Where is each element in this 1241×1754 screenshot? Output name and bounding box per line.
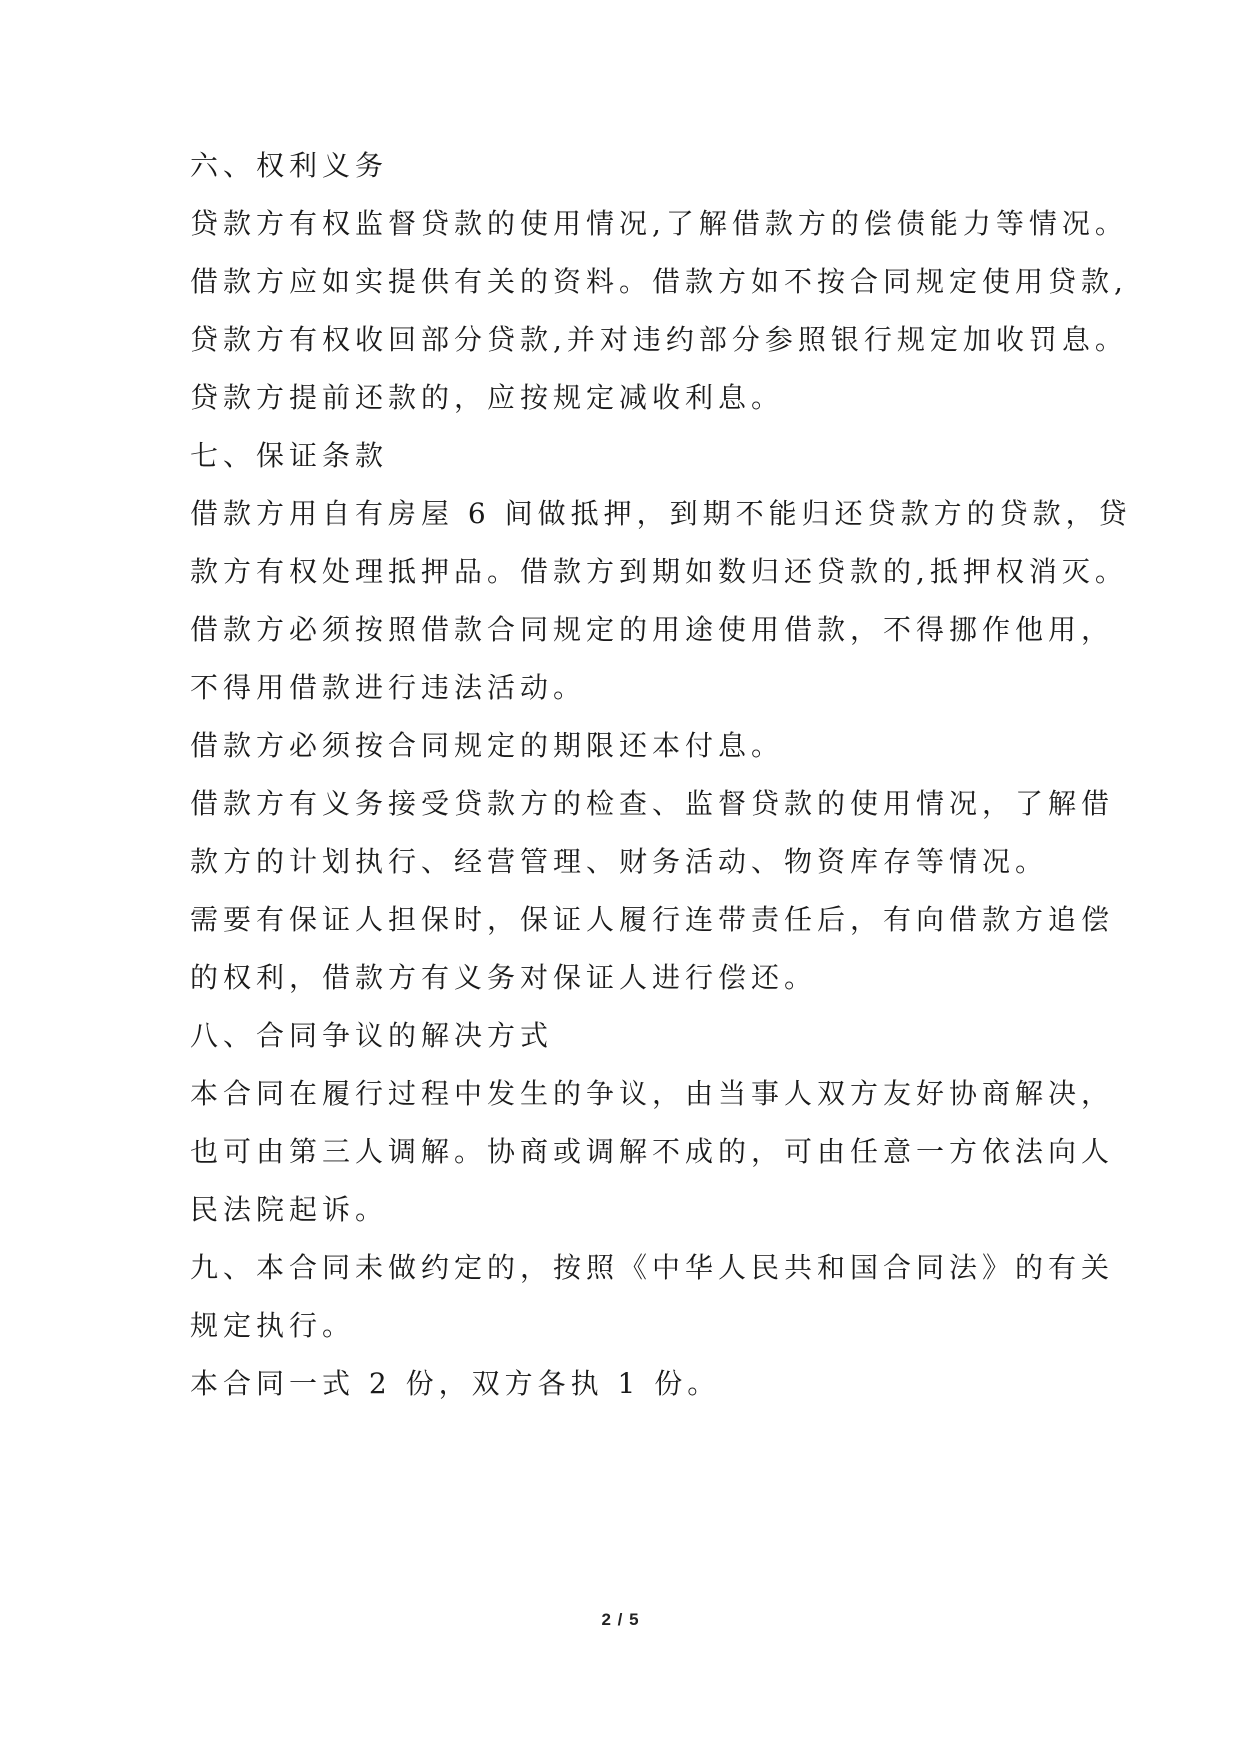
- paragraph-line: 的权利，借款方有义务对保证人进行偿还。: [190, 961, 818, 994]
- paragraph-line: 借款方必须按合同规定的期限还本付息。: [190, 729, 785, 762]
- paragraph-line: 规定执行。: [190, 1309, 356, 1342]
- paragraph-line: 借款方有义务接受贷款方的检查、监督贷款的使用情况，了解借: [190, 787, 1115, 820]
- paragraph-line: 贷款方提前还款的，应按规定减收利息。: [190, 381, 785, 414]
- paragraph-line: 款方的计划执行、经营管理、财务活动、物资库存等情况。: [190, 845, 1049, 878]
- paragraph-line: 贷款方有权收回部分贷款,并对违约部分参照银行规定加收罚息。: [190, 323, 1128, 356]
- paragraph-line: 借款方应如实提供有关的资料。借款方如不按合同规定使用贷款,: [190, 265, 1128, 298]
- paragraph-line: 借款方用自有房屋 6 间做抵押，到期不能归还贷款方的贷款，贷: [190, 497, 1132, 530]
- paragraph-line-copies: 本合同一式 2 份，双方各执 1 份。: [190, 1367, 721, 1400]
- paragraph-line: 款方有权处理抵押品。借款方到期如数归还贷款的,抵押权消灭。: [190, 555, 1128, 588]
- paragraph-line: 贷款方有权监督贷款的使用情况,了解借款方的偿债能力等情况。: [190, 207, 1128, 240]
- paragraph-line: 需要有保证人担保时，保证人履行连带责任后，有向借款方追偿: [190, 903, 1115, 936]
- page-number: 2 / 5: [601, 1610, 640, 1629]
- paragraph-line: 也可由第三人调解。协商或调解不成的，可由任意一方依法向人: [190, 1135, 1115, 1168]
- paragraph-line: 借款方必须按照借款合同规定的用途使用借款，不得挪作他用，: [190, 613, 1115, 646]
- section-heading-rights-obligations: 六、权利义务: [190, 149, 389, 182]
- section-heading-unspecified-matters: 九、本合同未做约定的，按照《中华人民共和国合同法》的有关: [190, 1251, 1115, 1284]
- paragraph-line: 民法院起诉。: [190, 1193, 389, 1226]
- section-heading-dispute-resolution: 八、合同争议的解决方式: [190, 1019, 554, 1052]
- paragraph-line: 本合同在履行过程中发生的争议，由当事人双方友好协商解决，: [190, 1077, 1115, 1110]
- paragraph-line: 不得用借款进行违法活动。: [190, 671, 587, 704]
- section-heading-guarantee: 七、保证条款: [190, 439, 389, 472]
